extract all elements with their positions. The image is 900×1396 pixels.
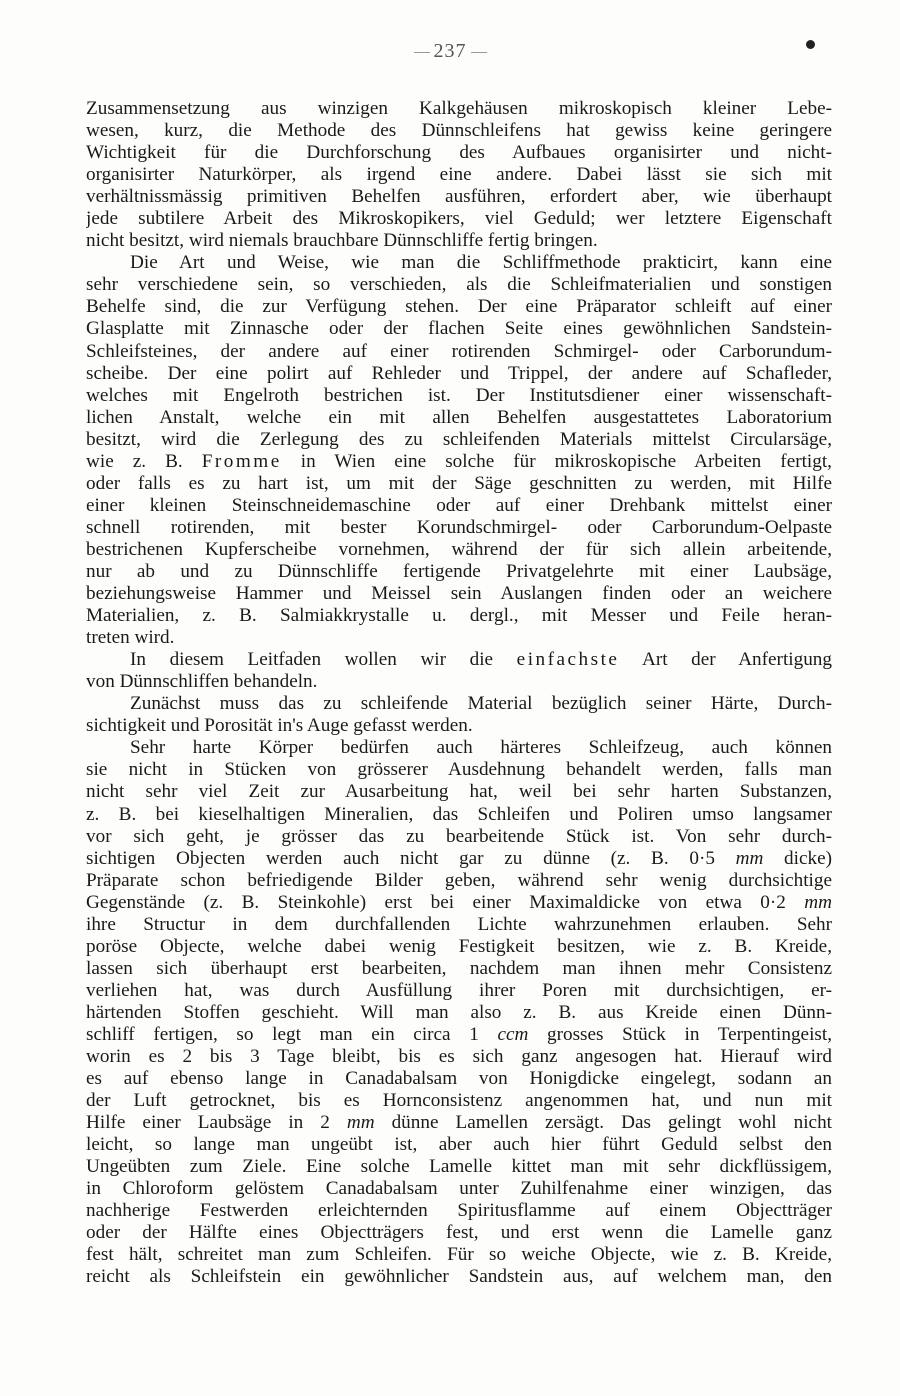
text-line: sie nicht in Stücken von grösserer Ausdehnung behandelt werden, falls man [86, 759, 832, 781]
text-line: verliehen hat, was durch Ausfüllung ihrer Poren mit durchsichtigen, er- [86, 979, 832, 1001]
text-line [86, 1112, 832, 1134]
text-line: es auf ebenso lange in Canadabalsam von Honigdicke eingelegt, sodann an [86, 1068, 832, 1090]
text-line: nicht besitzt, wird niemals brauchbare Dünnschliffe fertig bringen. [86, 230, 598, 252]
text-line: Zusammensetzung aus winzigen Kalkgehäusen mikroskopisch kleiner Lebe- [86, 98, 832, 119]
page-number [0, 40, 900, 63]
text-line: ihre Structur in dem durchfallenden Lichte wahrzunehmen erlauben. Sehr [86, 913, 832, 935]
text-run-pre: In diesem Leitfaden wollen wir die [130, 649, 517, 671]
text-run-spaced: Fromme [201, 450, 282, 472]
text-run-pre: sichtigen Objecten werden auch nicht gar zu dünne (z. B. 0·5 [86, 847, 736, 869]
text-line [86, 1024, 832, 1046]
text-line: schnell rotirenden, mit bester Korundschmirgel- oder Carborundum-Oelpaste [86, 516, 832, 538]
text-line: nachherige Festwerden erleichternden Spiritusflamme auf einem Objectträger [86, 1200, 832, 1222]
text-line: der Luft getrocknet, bis es Hornconsistenz angenommen hat, und nun mit [86, 1090, 832, 1112]
text-line: lassen sich überhaupt erst bearbeiten, nachdem man ihnen mehr Consistenz [86, 957, 832, 979]
text-line: z. B. bei kieselhaltigen Mineralien, das Schleifen und Poliren umso langsamer [86, 803, 832, 825]
text-run-pre: schliff fertigen, so legt man ein circa 1 [86, 1023, 498, 1045]
body-text [86, 98, 832, 1289]
text-line [86, 649, 832, 671]
text-line: bestrichenen Kupferscheibe vornehmen, während der für sich allein arbeitende, [86, 538, 832, 560]
text-line: Die Art und Weise, wie man die Schliffmethode prakticirt, kann eine [130, 252, 832, 274]
text-line: Präparate schon befriedigende Bilder geben, während sehr wenig durchsichtige [86, 869, 832, 891]
text-line: oder falls es zu hart ist, um mit der Säge geschnitten zu werden, mit Hilfe [86, 472, 832, 494]
text-run-italic: mm [346, 1112, 375, 1134]
text-line: welches mit Engelroth bestrichen ist. Der Institutsdiener einer wissenschaft- [86, 384, 832, 406]
text-line: besitzt, wird die Zerlegung des zu schleifenden Materials mittelst Circularsäge, [86, 428, 832, 450]
text-line [86, 848, 832, 870]
text-line: nicht sehr viel Zeit zur Ausarbeitung hat, weil bei sehr harten Substanzen, [86, 781, 832, 803]
text-line: Zunächst muss das zu schleifende Material bezüglich seiner Härte, Durch- [130, 693, 832, 715]
text-run-post: in Wien eine solche für mikroskopische Arbeiten fertigt, [281, 450, 832, 472]
text-line: reicht als Schleifstein ein gewöhnlicher Sandstein aus, auf welchem man, den [86, 1266, 832, 1288]
text-line: Ungeübten zum Ziele. Eine solche Lamelle kittet man mit sehr dickflüssigem, [86, 1156, 832, 1178]
text-line: fest hält, schreitet man zum Schleifen. Für so weiche Objecte, wie z. B. Kreide, [86, 1244, 832, 1266]
text-line: von Dünnschliffen behandeln. [86, 671, 318, 693]
text-run-pre: Gegenstände (z. B. Steinkohle) erst bei einer Maximaldicke von etwa 0·2 [86, 891, 805, 913]
text-run-post: dünne Lamellen zersägt. Das gelingt wohl nicht [374, 1112, 832, 1134]
right-dash [471, 52, 487, 53]
text-run-spaced: einfachste [516, 649, 620, 671]
text-line: leicht, so lange man ungeübt ist, aber auch hier führt Geduld selbst den [86, 1134, 832, 1156]
ink-dot [806, 40, 815, 49]
text-run-italic: mm [735, 847, 764, 869]
text-line: Materialien, z. B. Salmiakkrystalle u. dergl., mit Messer und Feile heran- [86, 605, 832, 627]
text-line: Behelfe sind, die zur Verfügung stehen. Der eine Präparator schleift auf einer [86, 296, 832, 318]
text-line: organisirter Naturkörper, als irgend eine andere. Dabei lässt sie sich mit [86, 164, 832, 186]
text-line: verhältnissmässig primitiven Behelfen ausführen, erfordert aber, wie überhaupt [86, 186, 832, 208]
text-line [86, 451, 832, 473]
text-run-post: Art der Anfertigung [619, 649, 832, 671]
text-line: treten wird. [86, 627, 175, 649]
text-line: oder der Hälfte eines Objectträgers fest, und erst wenn die Lamelle ganz [86, 1222, 832, 1244]
text-line: lichen Anstalt, welche ein mit allen Behelfen ausgestattetes Laboratorium [86, 406, 832, 428]
text-line: sichtigkeit und Porosität in's Auge gefasst werden. [86, 715, 473, 737]
text-line: wesen, kurz, die Methode des Dünnschleifens hat gewiss keine geringere [86, 120, 832, 142]
text-line: härtenden Stoffen geschieht. Will man also z. B. aus Kreide einen Dünn- [86, 1001, 832, 1023]
text-line: scheibe. Der eine polirt auf Rehleder und Trippel, der andere auf Schafleder, [86, 362, 832, 384]
text-line: Sehr harte Körper bedürfen auch härteres Schleifzeug, auch können [130, 737, 832, 759]
left-dash [414, 52, 430, 53]
text-line [86, 892, 832, 914]
text-line: worin es 2 bis 3 Tage bleibt, bis es sich ganz angesogen hat. Hierauf wird [86, 1046, 832, 1068]
text-line: vor sich geht, je grösser das zu bearbeitende Stück ist. Von sehr durch- [86, 825, 832, 847]
text-line: nur ab und zu Dünnschliffe fertigende Privatgelehrte mit einer Laubsäge, [86, 560, 832, 582]
text-run-pre: wie z. B. [86, 450, 202, 472]
text-line: sehr verschiedene sein, so verschieden, als die Schleifmaterialien und sonstigen [86, 274, 832, 296]
text-line: beziehungsweise Hammer und Meissel sein Auslangen finden oder an weichere [86, 583, 832, 605]
text-run-post: grosses Stück in Terpentingeist, [528, 1023, 832, 1045]
text-line: einer kleinen Steinschneidemaschine oder auf einer Drehbank mittelst einer [86, 494, 832, 516]
text-line: poröse Objecte, welche dabei wenig Festigkeit besitzen, wie z. B. Kreide, [86, 935, 832, 957]
text-line: Schleifsteines, der andere auf einer rotirenden Schmirgel- oder Carborundum- [86, 340, 832, 362]
text-run-italic: ccm [497, 1023, 529, 1045]
text-run-post: dicke) [763, 847, 832, 869]
text-line: jede subtilere Arbeit des Mikroskopikers, viel Geduld; wer letztere Eigenschaft [86, 208, 832, 230]
text-run-pre: Hilfe einer Laubsäge in 2 [86, 1112, 347, 1134]
text-line: Glasplatte mit Zinnasche oder der flachen Seite eines gewöhnlichen Sandstein- [86, 318, 832, 340]
text-run-italic: mm [804, 891, 832, 913]
text-line: Wichtigkeit für die Durchforschung des Aufbaues organisirter und nicht- [86, 142, 832, 164]
page-number-text: 237 [433, 40, 467, 62]
text-line: in Chloroform gelöstem Canadabalsam unter Zuhilfenahme einer winzigen, das [86, 1178, 832, 1200]
